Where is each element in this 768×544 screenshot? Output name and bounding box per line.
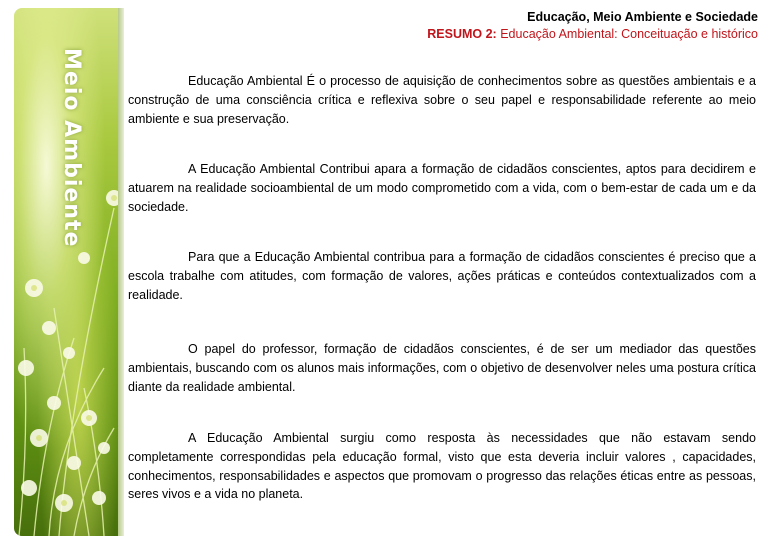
banner-edge-divider (118, 8, 124, 536)
paragraph-2: A Educação Ambiental Contribui apara a formação de cidadãos conscientes, aptos para decidirem e atuarem na realidade socioambiental de um modo comprometido com a vida, com o bem-estar de cada um e da sociedade. (128, 162, 756, 214)
nature-banner-image (14, 8, 122, 536)
header-title: Educação, Meio Ambiente e Sociedade (527, 10, 758, 24)
summary-text: Educação Ambiental: Conceituação e histórico (500, 27, 758, 41)
paragraph-4: O papel do professor, formação de cidadãos conscientes, é de ser um mediador das questões ambientais, buscando com os alunos mais informações, com o objetivo de desenvolver neles uma postura crítica diante da realidade ambiental. (128, 342, 756, 394)
slide-header (427, 9, 758, 43)
paragraph-5: A Educação Ambiental surgiu como resposta às necessidades que não estavam sendo completamente correspondidas pela educação formal, visto que esta deveria incluir valores , capacidades, conhecimentos, responsabilidades e aspectos que promovam o progresso das relações éticas entre as pessoas, seres vivos e a vida no planeta. (128, 431, 756, 502)
paragraph-1: Educação Ambiental É o processo de aquisição de conhecimentos sobre as questões ambientais e a construção de uma consciência crítica e reflexiva sobre o seu papel e responsabilidade referente ao meio ambiente e sua preservação. (128, 74, 756, 126)
header-subtitle (427, 26, 758, 43)
banner-title: Meio Ambiente (59, 48, 84, 248)
paragraph-3: Para que a Educação Ambiental contribua para a formação de cidadãos conscientes é preciso que a escola trabalhe com atitudes, com formação de valores, ações práticas e conteúdos contextualizados com a realidade. (128, 250, 756, 302)
summary-label: RESUMO 2: (427, 27, 497, 41)
